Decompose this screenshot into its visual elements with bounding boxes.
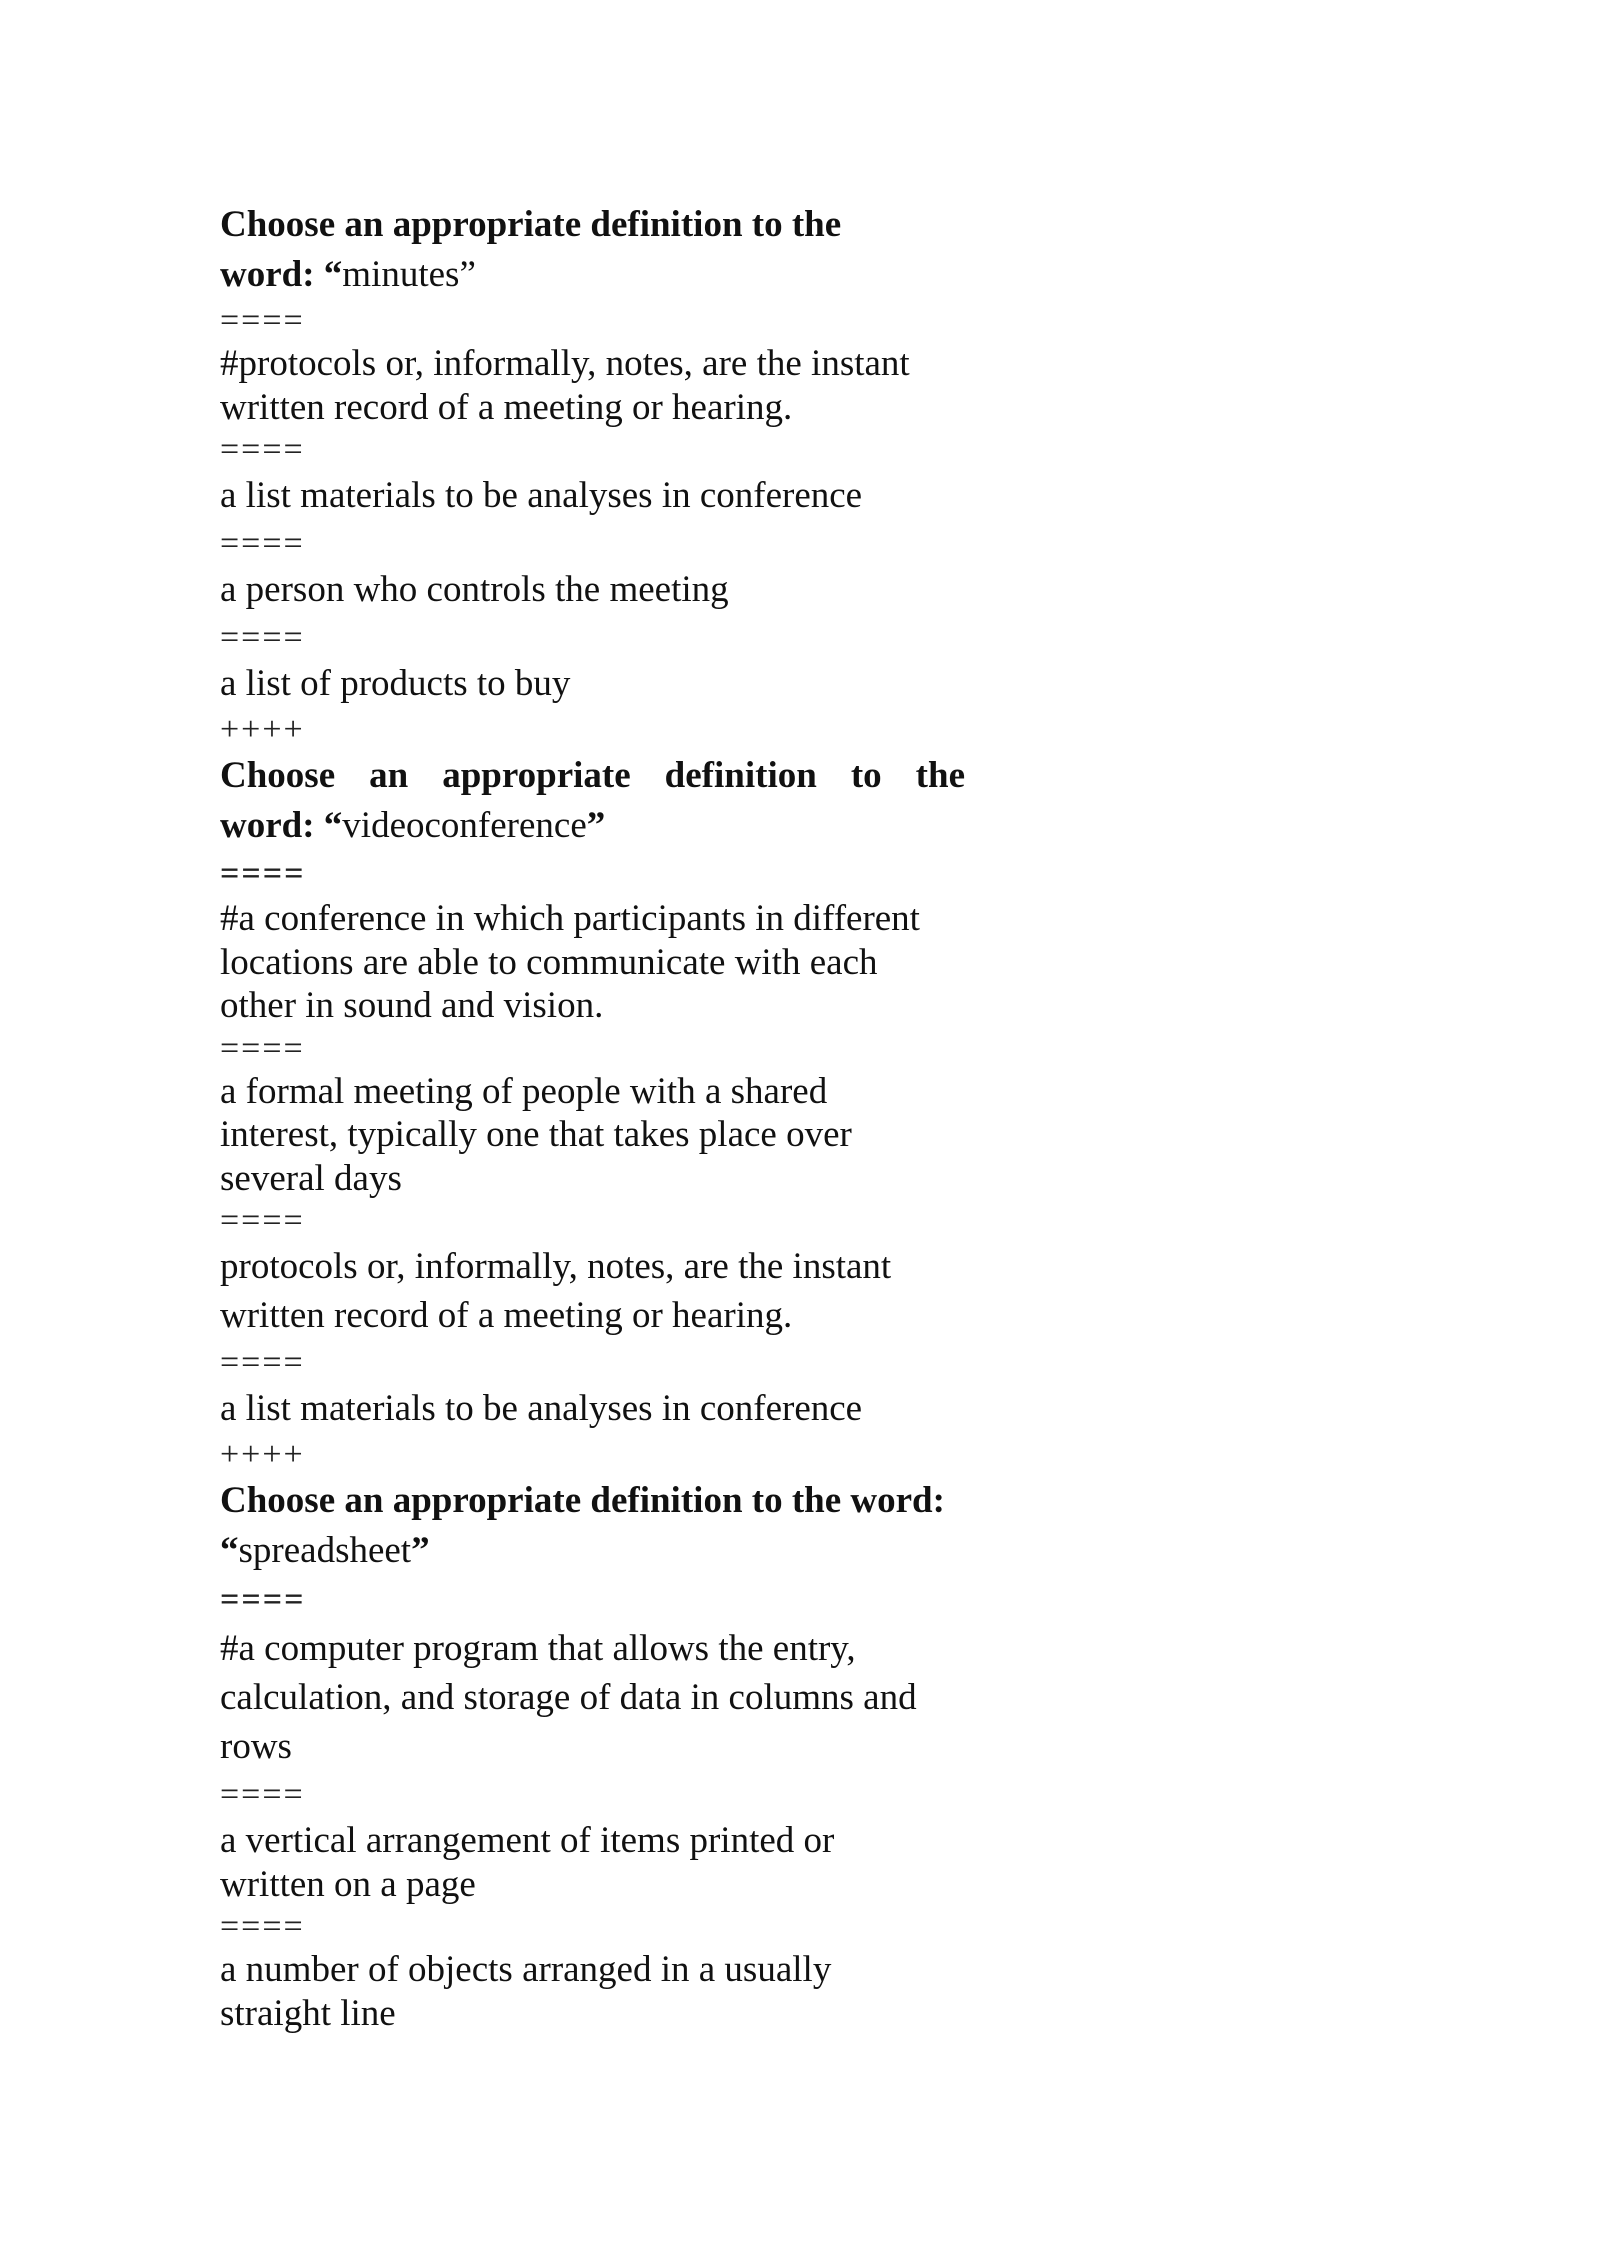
option-separator: ==== xyxy=(220,431,305,468)
word-open-quote: “ xyxy=(323,254,343,295)
option-line: locations are able to communicate with each xyxy=(220,941,878,983)
option-separator: ==== xyxy=(220,1581,306,1618)
target-word: spreadsheet xyxy=(238,1530,412,1571)
option-line: interest, typically one that takes place over xyxy=(220,1114,852,1155)
option-line: #a conference in which participants in different xyxy=(220,898,920,939)
option xyxy=(220,471,965,521)
question-block xyxy=(220,751,965,1476)
option xyxy=(220,1070,965,1201)
option xyxy=(220,1242,965,1340)
option-line: #a computer program that allows the entry, xyxy=(220,1628,856,1669)
option-correct xyxy=(220,1624,965,1771)
option xyxy=(220,659,965,709)
question-word-line xyxy=(220,250,965,300)
question-word-line xyxy=(220,1526,965,1576)
option-separator: ==== xyxy=(220,1776,305,1813)
target-word: videoconference xyxy=(342,805,587,846)
option-line: written record of a meeting or hearing. xyxy=(220,386,793,428)
option-separator: ==== xyxy=(220,1344,305,1381)
option-correct xyxy=(220,897,965,1028)
question-prompt: Choose an appropriate definition to the xyxy=(220,755,965,796)
option-separator: ==== xyxy=(220,1908,305,1945)
question-end-marker: ++++ xyxy=(220,1436,305,1473)
word-close-quote: ” xyxy=(586,805,606,846)
option-line: calculation, and storage of data in columns and xyxy=(220,1677,917,1718)
option-line: a vertical arrangement of items printed or xyxy=(220,1820,835,1861)
option-line: rows xyxy=(220,1726,292,1767)
option-line: written record of a meeting or hearing. xyxy=(220,1295,793,1336)
option-separator: ==== xyxy=(220,855,306,892)
document-page xyxy=(220,200,965,2035)
option-separator: ==== xyxy=(220,1029,305,1067)
question-block xyxy=(220,200,965,751)
option-line: a list of products to buy xyxy=(220,663,571,704)
word-label: word: xyxy=(220,805,315,846)
option-separator: ==== xyxy=(220,525,305,562)
question-prompt: Choose an appropriate definition to the xyxy=(220,204,842,245)
option-separator: ==== xyxy=(220,619,305,656)
option-line: straight line xyxy=(220,1992,396,2034)
option-line: several days xyxy=(220,1157,402,1199)
option-line: a list materials to be analyses in conference xyxy=(220,475,863,516)
word-open-quote: “ xyxy=(220,1530,239,1571)
question-word-line xyxy=(220,801,965,851)
option xyxy=(220,1948,965,2035)
option-line: a number of objects arranged in a usually xyxy=(220,1949,832,1990)
option-line: protocols or, informally, notes, are the instant xyxy=(220,1246,892,1287)
word-close-quote: ” xyxy=(459,254,476,295)
option-line: other in sound and vision. xyxy=(220,985,604,1026)
option-line: written on a page xyxy=(220,1863,476,1905)
word-close-quote: ” xyxy=(411,1530,430,1571)
option-line: #protocols or, informally, notes, are the instant xyxy=(220,343,910,384)
question-prompt: Choose an appropriate definition to the word: xyxy=(220,1480,945,1521)
word-label: word: xyxy=(220,254,315,295)
word-open-quote: “ xyxy=(323,805,343,846)
option xyxy=(220,1384,965,1434)
option-correct xyxy=(220,342,965,429)
option xyxy=(220,565,965,615)
question-end-marker: ++++ xyxy=(220,711,305,748)
option-line: a list materials to be analyses in conference xyxy=(220,1388,863,1429)
option xyxy=(220,1819,965,1906)
option-separator: ==== xyxy=(220,302,305,339)
option-line: a person who controls the meeting xyxy=(220,569,729,610)
option-separator: ==== xyxy=(220,1202,305,1239)
target-word: minutes xyxy=(342,254,460,295)
option-line: a formal meeting of people with a shared xyxy=(220,1070,828,1112)
question-block xyxy=(220,1476,965,2035)
